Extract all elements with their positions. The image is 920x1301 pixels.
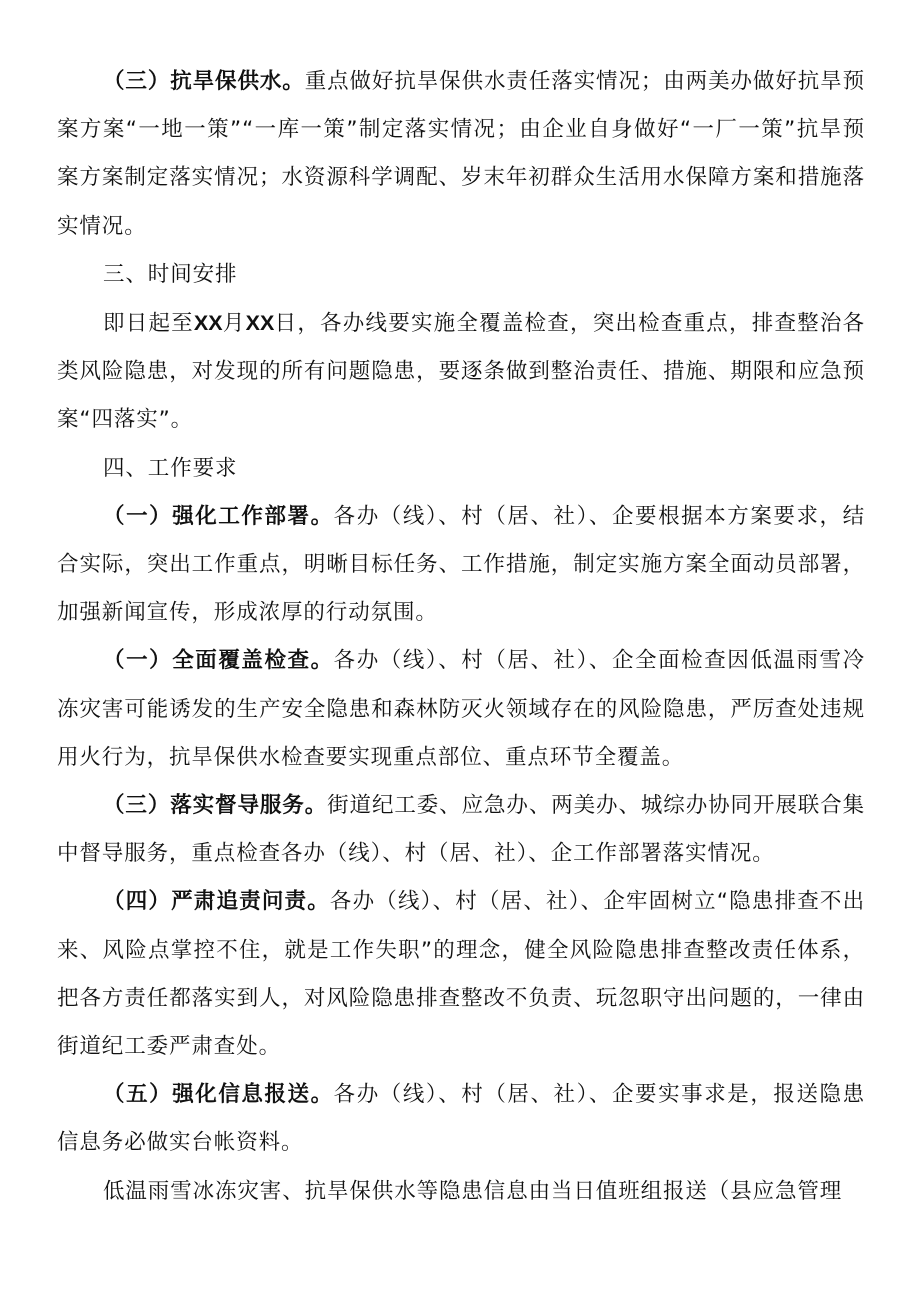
date-placeholder-month: XX xyxy=(193,311,223,336)
paragraph-body: 各办（线）、村（居、社）、企牢固树立“隐患排查不出来、风险点掌控不住，就是工作失职”的理念，健全风险隐患排查整改责任体系，把各方责任都落实到人，对风险隐患排查整改不负责、玩忽职守出问题的，一律由街道纪工委严肃查处。 xyxy=(57,889,865,1060)
section-title-schedule: 三、时间安排 xyxy=(103,261,238,287)
date-placeholder-day: XX xyxy=(245,311,275,336)
paragraph-schedule xyxy=(57,299,865,445)
paragraph-body: 各办（线）、村（居、社）、企要根据本方案要求，结合实际，突出工作重点，明晰目标任务、工作措施，制定实施方案全面动员部署，加强新闻宣传，形成浓厚的行动氛围。 xyxy=(57,503,865,626)
paragraph-text: 月 xyxy=(222,311,246,337)
paragraph-body: 低温雨雪冰冻灾害、抗旱保供水等隐患信息由当日值班组报送（县应急管理 xyxy=(103,1178,843,1204)
paragraph-report-details xyxy=(57,1168,865,1216)
paragraph-text: 即日起至 xyxy=(103,311,194,337)
section-title-requirements: 四、工作要求 xyxy=(103,455,238,481)
paragraph-text: 日，各办线要实施全覆盖检查，突出检查重点，排查整治各类风险隐患，对发现的所有问题隐患，要逐条做到整治责任、措施、期限和应急预案“四落实”。 xyxy=(57,311,866,433)
paragraph-heading: （一）强化工作部署。 xyxy=(103,503,334,529)
paragraph-body: 重点做好抗旱保供水责任落实情况；由两美办做好抗旱预案方案“一地一策”“一库一策”制定落实情况；由企业自身做好“一厂一策”抗旱预案方案制定落实情况；水资源科学调配、岁末年初群众生活用水保障方案和措施落实情况。 xyxy=(57,69,865,239)
paragraph-heading: （三）抗旱保供水。 xyxy=(103,69,305,94)
paragraph-heading: （一）全面覆盖检查。 xyxy=(103,648,334,674)
document-page xyxy=(57,58,865,1216)
paragraph-heading: （四）严肃追责问责。 xyxy=(103,889,330,915)
paragraph-body: 各办（线）、村（居、社）、企全面检查因低温雨雪冷冻灾害可能诱发的生产安全隐患和森林防灭火领域存在的风险隐患，严厉查处违规用火行为，抗旱保供水检查要实现重点部位、重点环节全覆盖。 xyxy=(57,648,865,770)
paragraph-body: 街道纪工委、应急办、两美办、城综办协同开展联合集中督导服务，重点检查各办（线）、村（居、社）、企工作部署落实情况。 xyxy=(57,793,865,867)
paragraph-supervision xyxy=(57,782,865,878)
paragraph-deployment xyxy=(57,493,865,638)
paragraph-drought-water-supply xyxy=(57,58,865,251)
paragraph-heading: （三）落实督导服务。 xyxy=(103,793,328,819)
paragraph-reporting xyxy=(57,1071,865,1167)
paragraph-accountability xyxy=(57,878,865,1071)
paragraph-inspection xyxy=(57,637,865,782)
paragraph-heading: （五）强化信息报送。 xyxy=(103,1082,334,1108)
paragraph-body: 各办（线）、村（居、社）、企要实事求是，报送隐患信息务必做实台帐资料。 xyxy=(57,1082,865,1156)
